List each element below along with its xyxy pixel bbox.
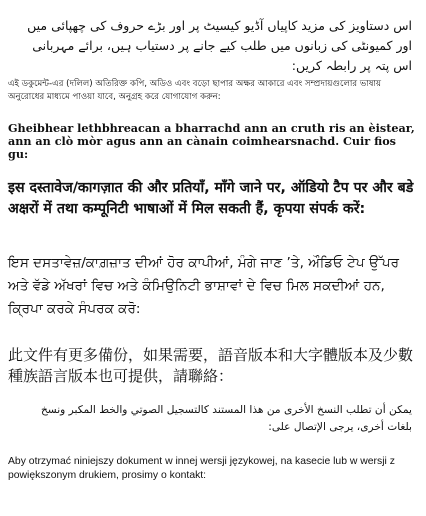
arabic-notice: يمكن أن تطلب النسخ الأخرى من هذا المستند كالتسجيل الصوتي والخط المكبر ونسخ بلغات أخرى، يرجى الإتصال على: xyxy=(40,404,412,433)
punjabi-notice: ਇਸ ਦਸਤਾਵੇਜ਼/ਕਾਗ਼ਜ਼ਾਤ ਦੀਆਂ ਹੋਰ ਕਾਪੀਆਂ, ਮੰਗੇ ਜਾਣ ’ਤੇ, ਔਡਿਓ ਟੇਪ ਉੱਪਰ ਅਤੇ ਵੱਡੇ ਅੱਖਰਾਂ ਵਿਚ ਅਤੇ ਕੰਮਿਉਨਿਟੀ ਭਾਸ਼ਾਵਾਂ ਦੇ ਵਿਚ ਮਿਲ ਸਕਦੀਆਂ ਹਨ, ਕ੍ਰਿਪਾ ਕਰਕੇ ਸੰਪਰਕ ਕਰੋ: xyxy=(8,255,400,317)
polish-notice: Aby otrzymać niniejszy dokument w innej wersji językowej, na kasecie lub w wersji z powiększonym drukiem, prosimy o kontakt: xyxy=(8,456,395,481)
chinese-notice: 此文件有更多備份，如果需要，語音版本和大字體版本及少數種族語言版本也可提供，請聯絡： xyxy=(8,346,414,385)
urdu-notice: اس دستاویز کی مزید کاپیاں آڈیو کیسیٹ پر اور بڑے حروف کی چھپائی میں اور کمیونٹی کی زبانوں میں طلب کیے جانے پر دستیاب ہیں، برائے مہربانی اس پتہ پر رابطہ کریں: xyxy=(27,18,412,73)
bengali-notice: এই ডকুমেন্ট-এর (দলিল) অতিরিক্ত কপি, অডিও এবং বড়ো ছাপার অক্ষর আকারে এবং সম্প্রদায়গুলোর ভাষায় অনুরোধের মাধ্যমে পাওয়া যাবে, অনুগ্রহ করে যোগাযোগ করুন: xyxy=(8,79,382,102)
gaelic-notice: Gheibhear lethbhreacan a bharrachd ann an cruth ris an èistear, ann an clò mòr agus ann an cànain coimhearsnachd. Cuir fios gu: xyxy=(8,121,415,161)
hindi-notice: इस दस्तावेज/कागज़ात की और प्रतियाँ, माँगे जाने पर, ऑडियो टैप पर और बडे अक्षरों में तथा कम्पूनिटी भाषाओं में मिल सकती हैं, कृपया संपर्क करें: xyxy=(8,180,414,217)
